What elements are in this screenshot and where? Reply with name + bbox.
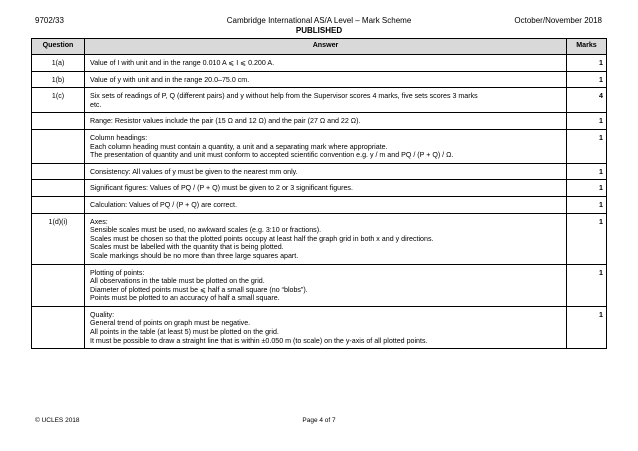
answer-line: Range: Resistor values include the pair (15 Ω and 12 Ω) and the pair (27 Ω and 22 Ω). — [90, 117, 361, 126]
question-cell — [32, 113, 85, 130]
answer-line: Each column heading must contain a quantity, a unit and a separating mark where appropriate. — [90, 142, 388, 151]
table-row — [32, 129, 607, 163]
answer-cell — [85, 196, 567, 213]
marks-column-header: Marks — [567, 39, 607, 55]
table-row — [32, 88, 607, 113]
answer-line: Consistency: All values of y must be given to the nearest mm only. — [90, 167, 298, 176]
answer-line: Significant figures: Values of PQ / (P + Q) must be given to 2 or 3 significant figures. — [90, 184, 353, 193]
paper-code: 9702/33 — [35, 16, 64, 25]
question-cell — [32, 129, 85, 163]
document-title: Cambridge International AS/A Level – Mark Scheme — [226, 16, 412, 25]
page-number: Page 4 of 7 — [302, 417, 336, 424]
mark-scheme-table — [31, 38, 607, 349]
answer-cell — [85, 129, 567, 163]
table-row — [32, 196, 607, 213]
answer-cell — [85, 55, 567, 72]
answer-cell — [85, 88, 567, 113]
question-cell — [32, 264, 85, 306]
table-row — [32, 306, 607, 348]
marks-cell: 1 — [567, 180, 607, 197]
table-row — [32, 180, 607, 197]
marks-cell: 1 — [567, 163, 607, 180]
question-cell: 1(a) — [32, 55, 85, 72]
question-cell — [32, 180, 85, 197]
copyright: © UCLES 2018 — [35, 417, 80, 424]
answer-line: Scale markings should be no more than three large squares apart. — [90, 251, 299, 260]
question-cell — [32, 163, 85, 180]
answer-cell — [85, 163, 567, 180]
answer-line: Quality: — [90, 310, 115, 319]
answer-line: General trend of points on graph must be negative. — [90, 319, 251, 328]
answer-line: Calculation: Values of PQ / (P + Q) are correct. — [90, 200, 237, 209]
answer-line: It must be possible to draw a straight line that is within ±0.050 m (to scale) on the y-axis of all plotted points. — [90, 336, 428, 345]
answer-line: Diameter of plotted points must be ⩽ half a small square (no “blobs”). — [90, 285, 308, 294]
marks-cell: 1 — [567, 113, 607, 130]
answer-line: Column headings: — [90, 133, 148, 142]
table-row — [32, 163, 607, 180]
answer-cell — [85, 213, 567, 264]
answer-line: Sensible scales must be used, no awkward scales (e.g. 3:10 or fractions). — [90, 226, 322, 235]
table-row — [32, 71, 607, 88]
question-cell: 1(d)(i) — [32, 213, 85, 264]
marks-cell: 1 — [567, 196, 607, 213]
answer-line: Six sets of readings of P, Q (different pairs) and y without help from the Supervisor scores 4 marks, five sets scores 3 marks — [90, 92, 478, 101]
answer-line: etc. — [90, 100, 102, 109]
answer-line: All points in the table (at least 5) must be plotted on the grid. — [90, 328, 279, 337]
marks-cell: 1 — [567, 213, 607, 264]
answer-cell — [85, 113, 567, 130]
answer-line: Scales must be chosen so that the plotted points occupy at least half the graph grid in both x and y directions. — [90, 234, 434, 243]
answer-line: Value of y with unit and in the range 20.0–75.0 cm. — [90, 75, 250, 84]
marks-cell: 4 — [567, 88, 607, 113]
answer-line: All observations in the table must be plotted on the grid. — [90, 277, 265, 286]
mark-scheme-rows — [32, 55, 607, 349]
answer-cell — [85, 306, 567, 348]
answer-line: Points must be plotted to an accuracy of half a small square. — [90, 294, 280, 303]
answer-cell — [85, 264, 567, 306]
marks-cell: 1 — [567, 55, 607, 72]
question-cell: 1(b) — [32, 71, 85, 88]
answer-line: Plotting of points: — [90, 268, 145, 277]
table-row — [32, 264, 607, 306]
marks-cell: 1 — [567, 71, 607, 88]
question-column-header: Question — [32, 39, 85, 55]
marks-cell: 1 — [567, 129, 607, 163]
marks-cell: 1 — [567, 306, 607, 348]
table-row — [32, 55, 607, 72]
exam-session: October/November 2018 — [514, 16, 602, 25]
table-row — [32, 113, 607, 130]
answer-line: Axes: — [90, 217, 108, 226]
answer-line: Scales must be labelled with the quantity that is being plotted. — [90, 243, 284, 252]
marks-cell: 1 — [567, 264, 607, 306]
table-row — [32, 213, 607, 264]
published-label: PUBLISHED — [295, 26, 343, 35]
answer-column-header: Answer — [85, 39, 567, 55]
question-cell: 1(c) — [32, 88, 85, 113]
table-header-row — [32, 39, 607, 55]
answer-line: Value of I with unit and in the range 0.010 A ⩽ I ⩽ 0.200 A. — [90, 59, 275, 67]
answer-cell — [85, 71, 567, 88]
question-cell — [32, 306, 85, 348]
answer-line: The presentation of quantity and unit must conform to accepted scientific convention e.g. y / m and PQ / (P + Q) / Ω. — [90, 151, 454, 160]
question-cell — [32, 196, 85, 213]
answer-cell — [85, 180, 567, 197]
